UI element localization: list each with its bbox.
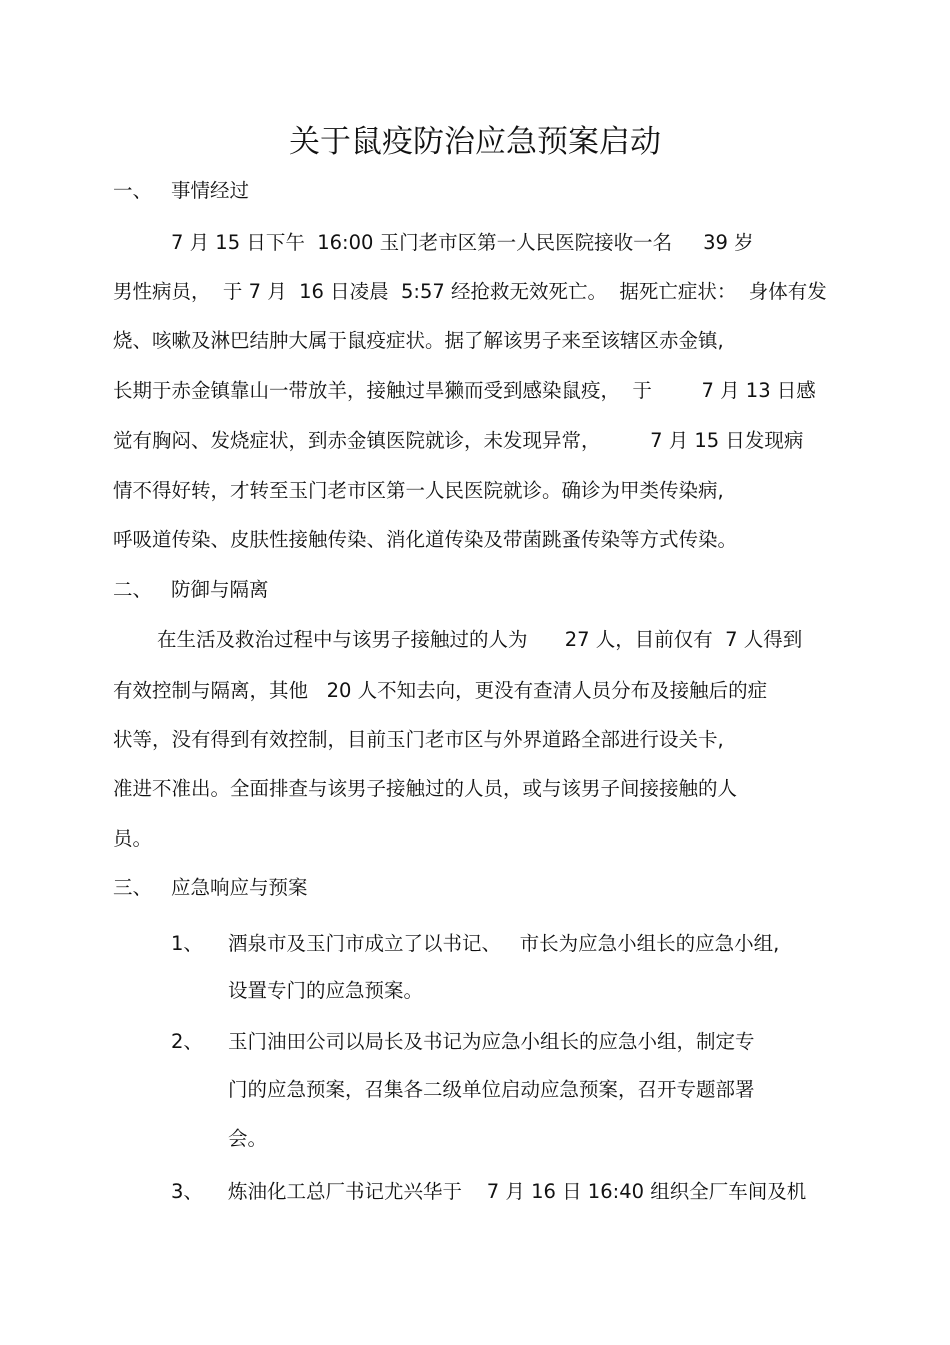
paragraph-line: 员。: [113, 827, 153, 850]
list-item-line: 设置专门的应急预案。: [228, 979, 424, 1002]
paragraph-line: 男性病员， 于 7 月 16 日凌晨 5:57 经抢救无效死亡。 据死亡症状： 身体有发: [113, 280, 827, 303]
section-heading: 事情经过: [171, 179, 250, 202]
section-number: 三、: [113, 876, 153, 899]
paragraph-line: 有效控制与隔离，其他 20 人不知去向，更没有查清人员分布及接触后的症: [113, 679, 768, 702]
section-number: 二、: [113, 578, 153, 601]
paragraph-line: 情不得好转，才转至玉门老市区第一人民医院就诊。确诊为甲类传染病,: [113, 479, 724, 502]
paragraph-line: 烧、咳嗽及淋巴结肿大属于鼠疫症状。据了解该男子来至该辖区赤金镇,: [113, 329, 724, 352]
document-title: 关于鼠疫防治应急预案启动: [289, 124, 661, 160]
list-item-number: 3、: [171, 1180, 203, 1203]
paragraph-line: 7 月 15 日下午 16:00 玉门老市区第一人民医院接收一名 39 岁: [171, 231, 754, 254]
list-item-number: 2、: [171, 1030, 203, 1053]
paragraph-line: 在生活及救治过程中与该男子接触过的人为 27 人，目前仅有 7 人得到: [157, 628, 803, 651]
paragraph-line: 长期于赤金镇靠山一带放羊，接触过旱獭而受到感染鼠疫， 于 7 月 13 日感: [113, 379, 816, 402]
paragraph-line: 呼吸道传染、皮肤性接触传染、消化道传染及带菌跳蚤传染等方式传染。: [113, 528, 738, 551]
list-item-line: 炼油化工总厂书记尤兴华于 7 月 16 日 16:40 组织全厂车间及机: [228, 1180, 807, 1203]
list-item-number: 1、: [171, 932, 203, 955]
section-heading: 防御与隔离: [171, 578, 269, 601]
list-item-line: 门的应急预案，召集各二级单位启动应急预案，召开专题部署: [228, 1078, 755, 1101]
paragraph-line: 状等，没有得到有效控制，目前玉门老市区与外界道路全部进行设关卡,: [113, 728, 724, 751]
paragraph-line: 准进不准出。全面排查与该男子接触过的人员，或与该男子间接接触的人: [113, 777, 738, 800]
paragraph-line: 觉有胸闷、发烧症状，到赤金镇医院就诊，未发现异常， 7 月 15 日发现病: [113, 429, 804, 452]
section-number: 一、: [113, 179, 153, 202]
list-item-line: 酒泉市及玉门市成立了以书记、 市长为应急小组长的应急小组,: [228, 932, 780, 955]
list-item-line: 玉门油田公司以局长及书记为应急小组长的应急小组，制定专: [228, 1030, 755, 1053]
section-heading: 应急响应与预案: [171, 876, 308, 899]
list-item-line: 会。: [228, 1127, 268, 1150]
